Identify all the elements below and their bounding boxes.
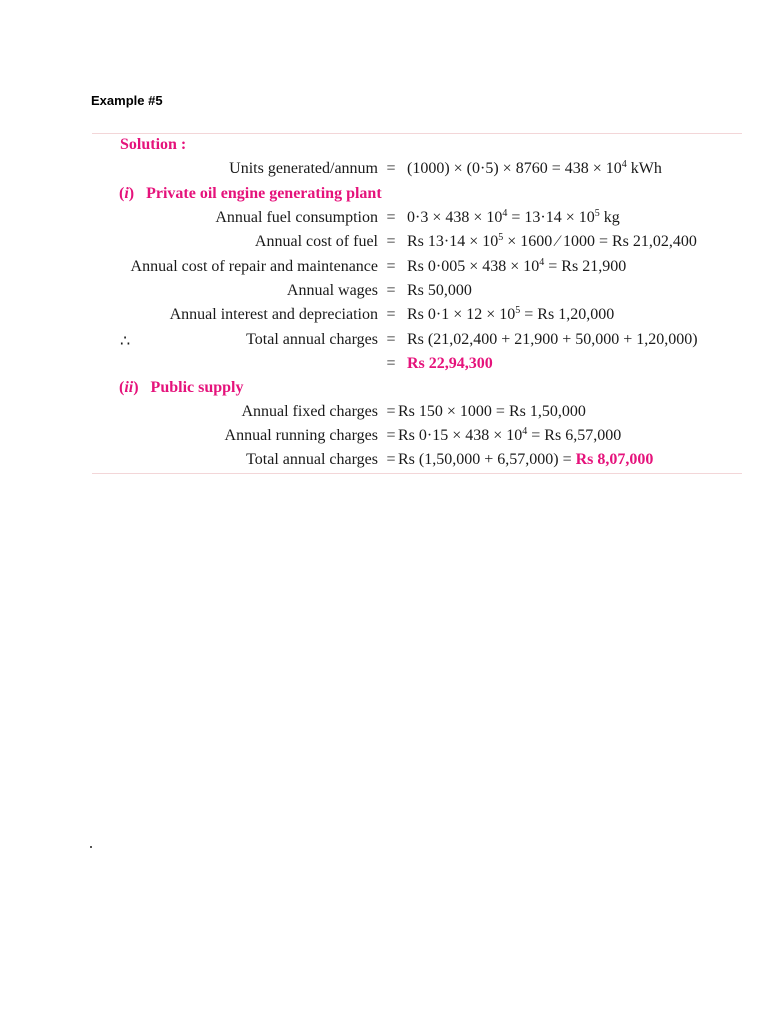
public-total-charges-row <box>0 451 768 473</box>
row-value: $(1000) \times (0\cdot 5) \times 8760 = 438 \times 10^4$ kWh <box>407 159 662 177</box>
therefore-symbol: ∴ <box>120 333 131 350</box>
fuel-consumption-row <box>0 209 768 231</box>
row-value: Rs $0\cdot 005 \times 438 \times 10^4 = Rs$ 21,900 <box>407 257 627 275</box>
annual-wages-row <box>0 282 768 304</box>
row-value: Rs 50,000 <box>407 282 472 299</box>
row-value: Rs $13\cdot 14 \times 10^5 \times 1600$ ⁄ 1000 = Rs 21,02,400 <box>407 232 697 250</box>
row-label: Total annual charges <box>246 451 378 468</box>
row-label: Annual interest and depreciation <box>169 306 378 323</box>
stray-dot <box>90 846 92 848</box>
cost-of-fuel-row <box>0 233 768 255</box>
solution-label: Solution : <box>120 136 187 153</box>
equals-sign: = <box>386 258 396 275</box>
equals-sign: = <box>386 306 396 323</box>
row-value: Rs 150 × 1000 = Rs 1,50,000 <box>398 403 586 420</box>
equals-sign: = <box>386 451 396 468</box>
running-charges-row <box>0 427 768 449</box>
equals-sign: = <box>386 355 396 372</box>
units-generated-row <box>0 160 768 182</box>
equals-sign: = <box>386 233 396 250</box>
row-value: Rs (1,50,000 + 6,57,000) = Rs 8,07,000 <box>398 451 654 468</box>
top-divider <box>92 133 742 134</box>
row-label: Annual cost of repair and maintenance <box>130 258 378 275</box>
total-annual-charges-row <box>0 331 768 353</box>
row-label: Units generated/annum <box>229 160 378 177</box>
interest-depreciation-row <box>0 306 768 328</box>
row-label: Annual cost of fuel <box>254 233 378 250</box>
row-value: Rs $0\cdot 15 \times 438 \times 10^4 = Rs$ 6,57,000 <box>398 426 622 444</box>
page-heading: Example #5 <box>91 93 163 108</box>
equals-sign: = <box>386 160 396 177</box>
row-label: Annual wages <box>286 282 378 299</box>
equals-sign: = <box>386 209 396 226</box>
bottom-divider <box>92 473 742 474</box>
row-label: Annual fuel consumption <box>215 209 378 226</box>
section-title-public-supply: (ii) Public supply <box>119 379 244 396</box>
equals-sign: = <box>386 282 396 299</box>
section-title-private-plant: (i) Private oil engine generating plant <box>119 185 382 202</box>
equals-sign: = <box>386 331 396 348</box>
fixed-charges-row <box>0 403 768 425</box>
equals-sign: = <box>386 427 396 444</box>
row-label: Annual fixed charges <box>241 403 378 420</box>
row-label: Annual running charges <box>224 427 378 444</box>
row-value: $0\cdot 3 \times 438 \times 10^4 = 13\cdot 14 \times 10^5$ kg <box>407 208 620 226</box>
row-value: Rs $0\cdot 1 \times 12 \times 10^5 = Rs$ 1,20,000 <box>407 305 615 323</box>
equals-sign: = <box>386 403 396 420</box>
private-plant-result: Rs 22,94,300 <box>407 355 493 372</box>
public-supply-result: Rs 8,07,000 <box>575 451 654 468</box>
row-value: Rs (21,02,400 + 21,900 + 50,000 + 1,20,000) <box>407 331 698 348</box>
private-plant-result-row <box>0 355 768 377</box>
repair-maintenance-row <box>0 258 768 280</box>
row-label: Total annual charges <box>246 331 378 348</box>
